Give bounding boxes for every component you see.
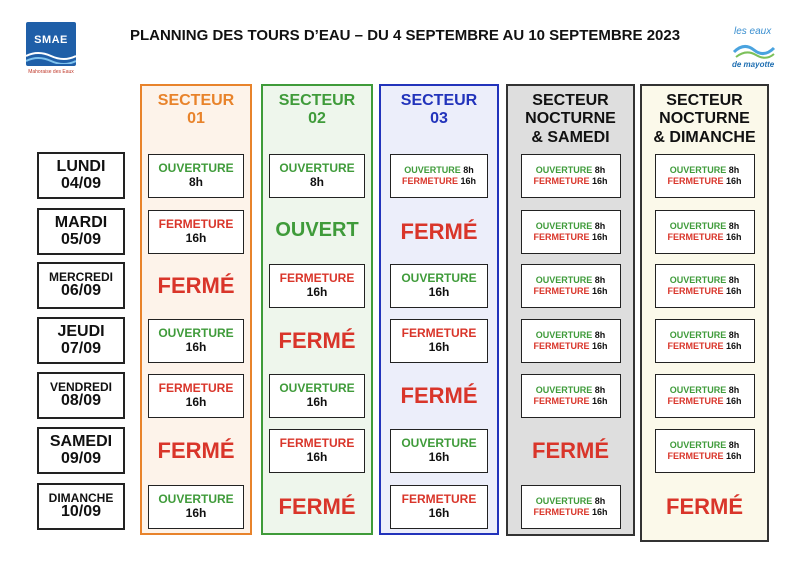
action-label: OUVERTURE: [279, 380, 355, 395]
logo-right-line1: les eaux: [734, 26, 772, 37]
opening-label: OUVERTURE: [535, 165, 593, 176]
action-time: 16h: [428, 339, 450, 354]
schedule-cell: [521, 264, 621, 308]
day-name: LUNDI: [56, 157, 106, 175]
action-time: 16h: [185, 339, 207, 354]
opening-time: 8h: [728, 385, 740, 396]
action-time: 16h: [185, 505, 207, 520]
day-name: DIMANCHE: [48, 490, 114, 505]
closing-label: FERMETURE: [401, 175, 458, 186]
opening-label: OUVERTURE: [535, 330, 593, 341]
opening-time: 8h: [728, 330, 740, 341]
schedule-cell: [269, 429, 365, 473]
opening-label: OUVERTURE: [669, 330, 727, 341]
opening-label: OUVERTURE: [669, 165, 727, 176]
opening-label: OUVERTURE: [535, 221, 593, 232]
closing-line: [656, 396, 754, 406]
day-name: JEUDI: [57, 322, 105, 340]
action-time: 16h: [428, 449, 450, 464]
day-date: 07/09: [60, 339, 102, 357]
status-fermé: FERMÉ: [666, 493, 743, 519]
day-label-vendredi: [37, 372, 125, 419]
closing-time: 16h: [726, 395, 742, 406]
closing-time: 16h: [592, 395, 608, 406]
day-date: 08/09: [60, 392, 102, 410]
closing-label: FERMETURE: [533, 506, 590, 517]
day-name: MARDI: [54, 213, 108, 231]
closing-time: 16h: [726, 340, 742, 351]
opening-time: 8h: [594, 221, 606, 232]
opening-label: OUVERTURE: [535, 275, 593, 286]
opening-line: [522, 330, 620, 340]
schedule-cell: [655, 264, 755, 308]
closing-line: [656, 451, 754, 461]
schedule-cell: [148, 319, 244, 363]
opening-line: [522, 275, 620, 285]
action-label: FERMETURE: [401, 491, 477, 506]
day-label-mardi: [37, 208, 125, 255]
opening-line: [522, 385, 620, 395]
schedule-cell: [148, 210, 244, 254]
sector-header: [263, 92, 371, 129]
sector-header: [142, 92, 250, 129]
schedule-cell: [148, 374, 244, 418]
sector-header-line: & SAMEDI: [531, 128, 610, 146]
closing-time: 16h: [726, 285, 742, 296]
closing-time: 16h: [592, 285, 608, 296]
action-label: OUVERTURE: [158, 491, 234, 506]
day-date: 05/09: [60, 230, 102, 248]
action-time: 8h: [188, 174, 203, 189]
day-date: 09/09: [60, 449, 102, 467]
opening-time: 8h: [594, 165, 606, 176]
sector-header-line: NOCTURNE: [525, 110, 616, 128]
sector-column-2: [261, 84, 373, 535]
closing-time: 16h: [726, 231, 742, 242]
day-date: 04/09: [60, 174, 102, 192]
sector-header-line: 01: [187, 110, 205, 128]
sector-header-line: & DIMANCHE: [653, 128, 756, 146]
action-label: FERMETURE: [279, 270, 355, 285]
day-name: SAMEDI: [49, 432, 113, 450]
schedule-cell: [521, 210, 621, 254]
day-label-dimanche: [37, 483, 125, 530]
closing-time: 16h: [726, 450, 742, 461]
status-fermé: FERMÉ: [532, 437, 609, 463]
opening-time: 8h: [594, 330, 606, 341]
schedule-cell: [148, 154, 244, 198]
closing-line: [522, 396, 620, 406]
closing-label: FERMETURE: [533, 285, 590, 296]
closing-time: 16h: [592, 506, 608, 517]
closing-label: FERMETURE: [667, 231, 724, 242]
action-time: 16h: [185, 230, 207, 245]
opening-line: [391, 165, 487, 175]
schedule-cell: [390, 485, 488, 529]
closing-line: [522, 507, 620, 517]
water-drop-icon: [732, 38, 776, 60]
status-fermé: FERMÉ: [278, 493, 356, 519]
opening-time: 8h: [594, 275, 606, 286]
page-title: PLANNING DES TOURS D’EAU – DU 4 SEPTEMBRE AU 10 SEPTEMBRE 2023: [129, 27, 681, 44]
opening-label: OUVERTURE: [669, 221, 727, 232]
opening-time: 8h: [594, 496, 606, 507]
sector-header-line: 02: [308, 110, 326, 128]
sector-header: [381, 92, 497, 129]
action-label: OUVERTURE: [158, 160, 234, 175]
schedule-cell: [655, 210, 755, 254]
closing-label: FERMETURE: [533, 340, 590, 351]
closing-line: [391, 176, 487, 186]
opening-time: 8h: [728, 275, 740, 286]
day-label-mercredi: [37, 262, 125, 309]
opening-label: OUVERTURE: [535, 496, 593, 507]
schedule-cell: [655, 154, 755, 198]
schedule-cell: [390, 429, 488, 473]
smae-logo: [22, 22, 80, 82]
closing-time: 16h: [460, 175, 477, 186]
schedule-cell: [521, 154, 621, 198]
opening-line: [522, 496, 620, 506]
sector-header-line: NOCTURNE: [659, 110, 750, 128]
action-time: 16h: [306, 284, 328, 299]
closing-time: 16h: [726, 175, 742, 186]
action-time: 16h: [428, 505, 450, 520]
sector-header-line: SECTEUR: [278, 92, 356, 109]
action-label: FERMETURE: [279, 435, 355, 450]
smae-tagline: Mahoraise des Eaux: [28, 69, 74, 75]
action-label: OUVERTURE: [401, 435, 477, 450]
opening-time: 8h: [728, 165, 740, 176]
action-time: 16h: [428, 284, 450, 299]
action-time: 16h: [306, 449, 328, 464]
closing-line: [656, 232, 754, 242]
closing-line: [522, 286, 620, 296]
smae-logo-text: SMAE: [34, 34, 68, 46]
action-label: OUVERTURE: [401, 270, 477, 285]
sector-header-line: SECTEUR: [666, 92, 743, 109]
opening-label: OUVERTURE: [535, 385, 593, 396]
action-label: FERMETURE: [158, 380, 234, 395]
schedule-cell: [269, 374, 365, 418]
closing-label: FERMETURE: [667, 450, 724, 461]
schedule-cell: [148, 485, 244, 529]
sector-header-line: SECTEUR: [157, 92, 235, 109]
closing-time: 16h: [592, 231, 608, 242]
action-time: 16h: [185, 394, 207, 409]
schedule-cell: [655, 429, 755, 473]
day-name: MERCREDI: [48, 269, 113, 284]
closing-label: FERMETURE: [533, 395, 590, 406]
sector-column-3: [379, 84, 499, 535]
schedule-cell: [269, 154, 365, 198]
status-fermé: FERMÉ: [157, 437, 235, 463]
schedule-cell: [390, 264, 488, 308]
wave-icon: [26, 50, 76, 64]
action-label: FERMETURE: [158, 216, 234, 231]
closing-line: [656, 176, 754, 186]
opening-label: OUVERTURE: [404, 165, 461, 176]
schedule-cell: [521, 485, 621, 529]
opening-time: 8h: [728, 221, 740, 232]
closing-line: [522, 176, 620, 186]
closing-line: [522, 232, 620, 242]
closing-time: 16h: [592, 175, 608, 186]
day-label-samedi: [37, 427, 125, 474]
opening-line: [656, 330, 754, 340]
day-date: 10/09: [60, 503, 102, 521]
status-fermé: FERMÉ: [157, 272, 235, 298]
logo-right-line2: de mayotte: [732, 60, 775, 69]
closing-label: FERMETURE: [533, 231, 590, 242]
sector-column-5: [640, 84, 769, 542]
sector-header-line: SECTEUR: [532, 92, 609, 109]
closing-label: FERMETURE: [667, 285, 724, 296]
opening-time: 8h: [594, 385, 606, 396]
opening-line: [656, 221, 754, 231]
sector-header: [642, 92, 767, 147]
sector-column-4: [506, 84, 635, 536]
opening-label: OUVERTURE: [669, 440, 727, 451]
schedule-cell: [655, 319, 755, 363]
schedule-cell: [655, 374, 755, 418]
sector-column-1: [140, 84, 252, 535]
schedule-cell: [521, 374, 621, 418]
opening-line: [656, 275, 754, 285]
sector-header-line: 03: [430, 110, 448, 128]
schedule-cell: [390, 319, 488, 363]
closing-time: 16h: [592, 340, 608, 351]
closing-label: FERMETURE: [667, 175, 724, 186]
closing-label: FERMETURE: [667, 395, 724, 406]
status-fermé: FERMÉ: [278, 327, 356, 353]
opening-label: OUVERTURE: [669, 385, 727, 396]
action-time: 8h: [309, 174, 324, 189]
closing-line: [522, 341, 620, 351]
closing-label: FERMETURE: [667, 340, 724, 351]
closing-label: FERMETURE: [533, 175, 590, 186]
opening-line: [522, 221, 620, 231]
closing-line: [656, 341, 754, 351]
action-label: FERMETURE: [401, 325, 477, 340]
day-label-jeudi: [37, 317, 125, 364]
opening-time: 8h: [463, 165, 474, 176]
schedule-cell: [269, 264, 365, 308]
schedule-cell: [521, 319, 621, 363]
day-date: 06/09: [60, 282, 102, 300]
sector-header: [508, 92, 633, 147]
day-name: VENDREDI: [49, 379, 112, 394]
opening-time: 8h: [728, 440, 740, 451]
schedule-cell: [390, 154, 488, 198]
day-label-lundi: [37, 152, 125, 199]
status-ouvert: OUVERT: [275, 218, 359, 241]
status-fermé: FERMÉ: [400, 382, 478, 408]
action-label: OUVERTURE: [158, 325, 234, 340]
opening-line: [656, 440, 754, 450]
status-fermé: FERMÉ: [400, 218, 478, 244]
opening-line: [656, 385, 754, 395]
action-time: 16h: [306, 394, 328, 409]
sector-header-line: SECTEUR: [400, 92, 478, 109]
opening-label: OUVERTURE: [669, 275, 727, 286]
opening-line: [656, 165, 754, 175]
opening-line: [522, 165, 620, 175]
eaux-mayotte-logo: [726, 24, 782, 76]
action-label: OUVERTURE: [279, 160, 355, 175]
closing-line: [656, 286, 754, 296]
